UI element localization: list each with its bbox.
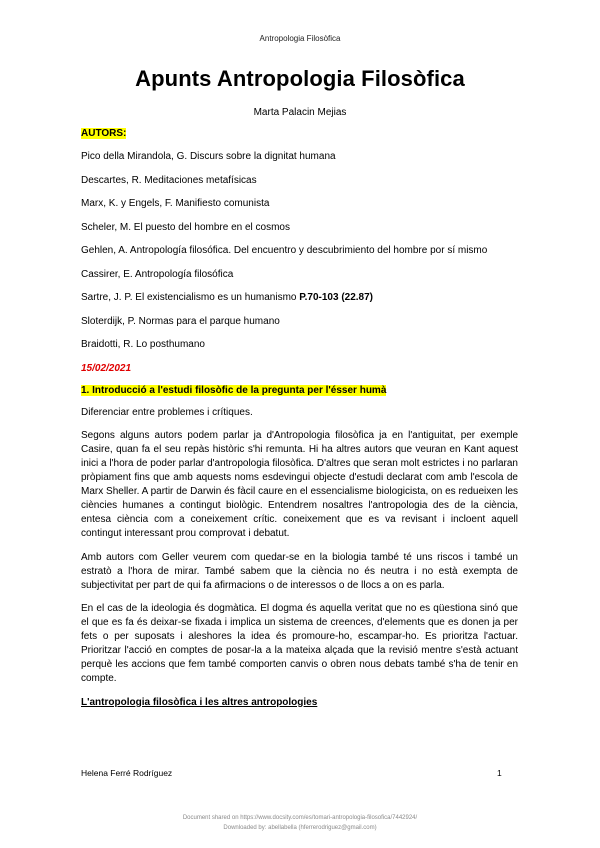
paragraph: Segons alguns autors podem parlar ja d'Antropologia filosòfica ja en l'antiguitat, per exemple Casire, quan fa el seu repàs històric s'hi remunta. Hi ha altres autors que veuran en Kant aquest inici a l'hora de poder parlar d'antropologia filosòfica. D'altres que seran molt estrictes i no parlaran pròpiament fins que amb aquests noms esdevingui objecte d'estudi declarat com amb l'escola de Marx Sheller. A partir de Darwin és fàcil caure en el essencialisme biologicista, on es redueixen les ciències humanes a contingut biològic. Entendrem nosaltres l'antropologia des de la ciència, entesa ciència com a coneixement crític. coneixement que es va revisant i incloent aquell contingut interessant prou comprovat i debatut. (81, 430, 518, 539)
reference-text: Marx, K. y Engels, F. Manifiesto comunista (81, 198, 270, 209)
reference-item (81, 291, 518, 305)
paragraph: Amb autors com Geller veurem com quedar-se en la biologia també té uns riscos i també un estratò a l'hora de mirar. També sabem que la ciència no és neutra i no està exempta de subjectivitat per part de qui fa afirmacions o de interessos o de llocs a on es parla. (81, 551, 518, 591)
reference-item (81, 338, 518, 352)
running-header: Antropologia Filosòfica (259, 34, 341, 43)
reference-item (81, 221, 518, 235)
paragraph: En el cas de la ideologia és dogmàtica. El dogma és aquella veritat que no es qüestiona sinó que el que es fa és deixar-se fixada i implica un sistema de creences, d'elements que es donen ja per fets o per suposats i aleshores la idea és promoure-ho, escampar-ho. Es prioritza l'actuar. Prioritzar l'acció en comptes de posar-la a la mateixa alçada que la revisió mentre s'està actuant perquè les accions que fem també comporten canvis o obren nous debats també s'ha de tenir en compte. (81, 603, 518, 684)
reference-text: Pico della Mirandola, G. Discurs sobre la dignitat humana (81, 151, 336, 162)
reference-item (81, 244, 518, 258)
session-date: 15/02/2021 (81, 362, 132, 374)
section-heading-row (81, 384, 518, 398)
reference-text: Cassirer, E. Antropología filosófica (81, 268, 234, 280)
downloaded-note: Downloaded by: abellabella (hferrerodriguez@gmail.com) (223, 825, 377, 831)
page-number: 1 (497, 768, 502, 778)
author-name: Marta Palacin Mejias (253, 107, 347, 118)
reference-item (81, 268, 518, 282)
section-heading: 1. Introducció a l'estudi filosòfic de la pregunta per l'ésser humà (81, 384, 387, 396)
sub-heading: L'antropologia filosòfica i les altres antropologies (81, 696, 318, 708)
shared-note: Document shared on https://www.docsity.com/es/tomari-antropologia-filosofica/7442924/ (182, 815, 418, 821)
document-title: Apunts Antropologia Filosòfica (135, 66, 465, 91)
authors-label-row (81, 127, 518, 141)
reference-item (81, 150, 518, 164)
reference-text: Scheler, M. El puesto del hombre en el cosmos (81, 221, 290, 233)
document-body (81, 127, 518, 710)
reference-pages: P.70-103 (22.87) (299, 292, 374, 303)
reference-text: Braidotti, R. Lo posthumano (81, 339, 205, 350)
authors-label: AUTORS: (81, 128, 127, 139)
reference-text: Sartre, J. P. El existencialismo es un humanismo (81, 292, 300, 303)
reference-text: Descartes, R. Meditaciones metafísicas (81, 174, 257, 186)
reference-text: Gehlen, A. Antropología filosófica. Del encuentro y descubrimiento del hombre por sí mismo (81, 245, 488, 256)
paragraph: Diferenciar entre problemes i crítiques. (81, 406, 253, 418)
reference-item (81, 197, 518, 211)
reference-item (81, 315, 518, 329)
reference-text: Sloterdijk, P. Normas para el parque humano (81, 315, 280, 327)
reference-item (81, 174, 518, 188)
footer-author: Helena Ferré Rodríguez (81, 768, 173, 778)
